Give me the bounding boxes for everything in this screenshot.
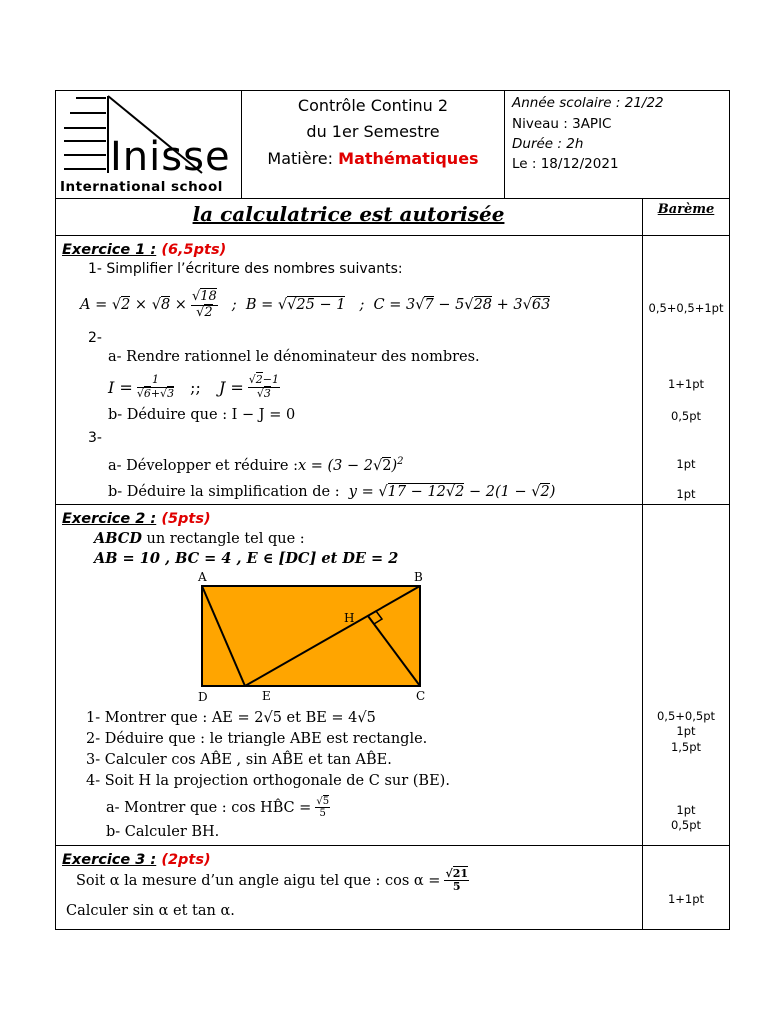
ex2-bareme-2: 1pt: [676, 724, 696, 738]
ex1-bareme-5: 1pt: [676, 487, 696, 501]
ex2-heading: [62, 508, 211, 527]
ex2-q3: 3- Calculer cos AB̂E , sin AB̂E et tan AB̂E.: [86, 752, 392, 768]
ex1-formula-abc: A = √2 × √8 × $\frac{√18}{√2}$ ; B = √√25 − 1 ; C = 3√7 − 5√28 + 3√63: [80, 289, 551, 320]
logo-name: Inisse: [110, 134, 231, 180]
rectangle-diagram: [192, 566, 437, 706]
ex2-intro1: un rectangle tel que :: [146, 531, 305, 547]
ex1-bareme-2: 1+1pt: [667, 377, 705, 391]
exam-title-line2: du 1er Semestre: [306, 122, 440, 141]
ex2-q2: 2- Déduire que : le triangle ABE est rectangle.: [86, 731, 428, 747]
ex2-q4a: a- Montrer que : cos HB̂C =: [106, 799, 312, 816]
ex3-line1-wrap: Soit α la mesure d’un angle aigu tel que : cos α = $\frac{√21}{5}$: [76, 867, 469, 894]
ex1-q3: 3-: [88, 430, 102, 446]
header-divider: [55, 198, 730, 199]
ex1-points: (6,5pts): [161, 242, 227, 258]
ex1-bareme-3: 0,5pt: [670, 409, 702, 423]
ex2-intro1-line: ABCD un rectangle tel que :: [94, 530, 305, 547]
ex2-bareme-3: 1,5pt: [670, 740, 702, 754]
calculator-notice: la calculatrice est autorisée: [192, 202, 505, 226]
header-col-divider-2: [504, 90, 505, 198]
ex1-divider: [55, 504, 730, 505]
level: Niveau : 3APIC: [512, 116, 612, 132]
school-logo: [60, 93, 240, 197]
bareme-header: Barème: [657, 202, 715, 217]
ex3-line2: Calculer sin α et tan α.: [66, 903, 235, 919]
ex2-bareme-1: 0,5+0,5pt: [656, 709, 716, 723]
rectangle-abcd: [202, 586, 420, 686]
ex1-q2a: a- Rendre rationnel le dénominateur des nombres.: [108, 349, 480, 365]
ex1-q2: 2-: [88, 330, 102, 346]
ex1-title: Exercice 1 :: [62, 242, 157, 258]
ex1-q2b: b- Déduire que : I − J = 0: [108, 407, 296, 423]
exam-date: Le : 18/12/2021: [512, 156, 619, 172]
ex3-title: Exercice 3 :: [62, 852, 157, 868]
ex2-q1: 1- Montrer que : AE = 2√5 et BE = 4√5: [86, 710, 376, 726]
ex1-q3b-line: [108, 484, 555, 500]
ex2-q4b: b- Calculer BH.: [106, 824, 220, 840]
label-d: D: [198, 690, 208, 704]
ex1-q3b: b- Déduire la simplification de :: [108, 484, 340, 500]
ex2-points: (5pts): [161, 511, 211, 527]
ex1-formula-ij: I = $\frac{1}{√6+√3}$ ;; J = $\frac{√2-1}{√3}$: [108, 373, 279, 400]
subject-label: Matière:: [267, 149, 334, 168]
ex1-q3a: a- Développer et réduire :: [108, 457, 298, 474]
subject-value: Mathématiques: [338, 149, 479, 168]
subject-line: [243, 149, 503, 168]
ex1-q3a-expr: $x = (3 - 2√2)^2$: [297, 456, 404, 474]
logo-subtitle: International school: [60, 179, 223, 195]
ex1-bareme-4: 1pt: [676, 457, 696, 471]
school-year: Année scolaire : 21/22: [512, 95, 664, 111]
ex1-q3b-expr: y = √17 − 12√2 − 2(1 − √2): [344, 484, 556, 500]
ex2-bareme-4: 1pt: [676, 803, 696, 817]
label-b: B: [414, 570, 423, 584]
duration: Durée : 2h: [512, 136, 584, 152]
ex3-heading: [62, 849, 211, 868]
label-h: H: [344, 611, 355, 625]
ex2-intro2: AB = 10 , BC = 4 , E ∈ [DC] et DE = 2: [94, 550, 399, 567]
label-e: E: [262, 689, 271, 703]
ex2-q4: 4- Soit H la projection orthogonale de C sur (BE).: [86, 773, 450, 789]
label-c: C: [416, 689, 426, 703]
exam-title-line1: Contrôle Continu 2: [297, 96, 449, 115]
rectangle-figure: [192, 566, 437, 706]
ex3-points: (2pts): [161, 852, 211, 868]
ex2-divider: [55, 845, 730, 846]
ex2-bareme-5: 0,5pt: [670, 818, 702, 832]
ex1-q3a-line: [108, 456, 404, 474]
ex3-line1: Soit α la mesure d’un angle aigu tel que : cos α =: [76, 872, 441, 889]
banner-divider: [55, 235, 730, 236]
label-a: A: [198, 570, 207, 584]
ex3-bareme: 1+1pt: [667, 892, 705, 906]
ex1-bareme-1: 0,5+0,5+1pt: [648, 301, 724, 315]
ex1-heading: [62, 239, 226, 258]
ex1-q1: 1- Simplifier l’écriture des nombres suivants:: [88, 261, 403, 277]
header-col-divider-1: [241, 90, 242, 198]
ex2-q4a-line: a- Montrer que : cos HB̂C = $\frac{√5}{5}$: [106, 796, 330, 819]
ex2-title: Exercice 2 :: [62, 511, 157, 527]
